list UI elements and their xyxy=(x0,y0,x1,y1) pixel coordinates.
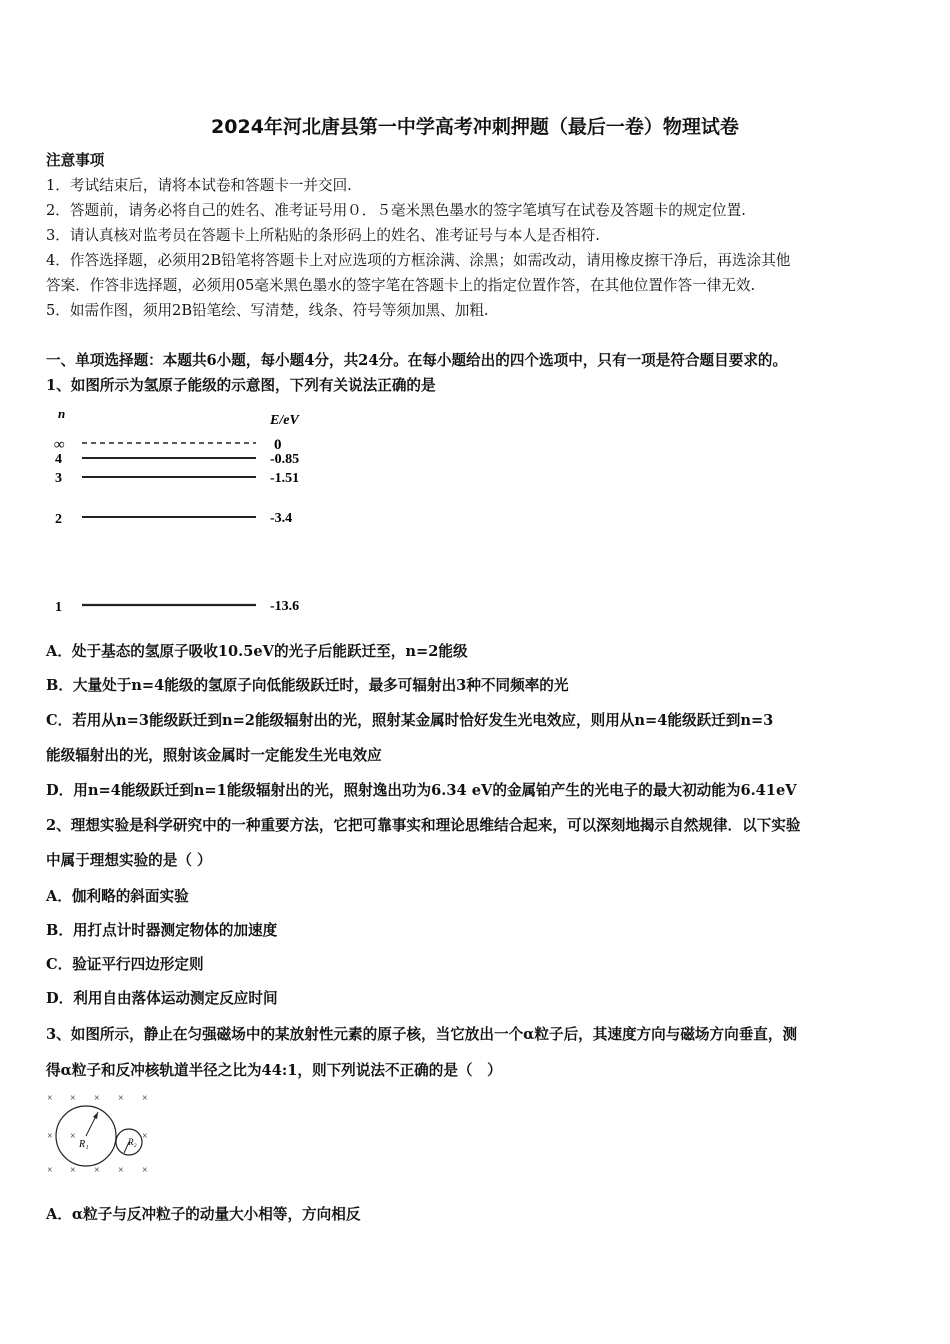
level-e-inf: 0 xyxy=(274,437,282,453)
field-mark: × xyxy=(70,1165,76,1176)
exam-title: 2024年河北唐县第一中学高考冲刺押题（最后一卷）物理试卷 xyxy=(211,116,739,138)
field-mark: × xyxy=(118,1165,124,1176)
label-r1: R₁ xyxy=(79,1139,89,1150)
level-e-4: -0.85 xyxy=(270,452,300,467)
notice-item-4-cont: 答案．作答非选择题，必须用05毫米黑色墨水的签字笔在答题卡上的指定位置作答，在其他位置作答一律无效. xyxy=(46,277,756,294)
level-n-inf: ∞ xyxy=(54,437,65,453)
q1-option-d: D．用n=4能级跃迁到n=1能级辐射出的光，照射逸出功为6.34 eV的金属铂产生的光电子的最大初动能为6.41eV xyxy=(46,782,797,799)
q2-option-c: C．验证平行四边形定则 xyxy=(46,956,204,973)
level-e-1: -13.6 xyxy=(270,599,300,614)
section-heading: 一、单项选择题：本题共6小题，每小题4分，共24分。在每小题给出的四个选项中，只有一项是符合题目要求的。 xyxy=(46,352,788,369)
field-mark: × xyxy=(70,1093,76,1104)
q2-stem-1: 2、理想实验是科学研究中的一种重要方法，它把可靠事实和理论思维结合起来，可以深刻地揭示自然规律．以下实验 xyxy=(46,817,801,834)
field-mark: × xyxy=(47,1131,53,1142)
notice-heading: 注意事项 xyxy=(46,152,105,169)
n-axis-label: n xyxy=(58,406,66,421)
q2-option-d: D．利用自由落体运动测定反应时间 xyxy=(46,990,278,1007)
field-mark: × xyxy=(47,1093,53,1104)
q2-stem-2: 中属于理想实验的是（ ） xyxy=(46,852,212,869)
level-n-3: 3 xyxy=(55,471,62,486)
energy-level-diagram xyxy=(40,402,340,622)
field-mark: × xyxy=(70,1131,76,1142)
notice-item-1: 1．考试结束后，请将本试卷和答题卡一并交回. xyxy=(46,177,352,194)
q2-option-b: B．用打点计时器测定物体的加速度 xyxy=(46,922,278,939)
level-e-3: -1.51 xyxy=(270,471,300,486)
q1-option-a: A．处于基态的氢原子吸收10.5eV的光子后能跃迁至，n=2能级 xyxy=(46,643,468,660)
q2-option-a: A．伽利略的斜面实验 xyxy=(46,888,189,905)
notice-item-5: 5．如需作图，须用2B铅笔绘、写清楚，线条、符号等须加黑、加粗. xyxy=(46,302,489,319)
e-axis-label: E/eV xyxy=(270,413,299,428)
level-n-4: 4 xyxy=(55,452,62,467)
level-n-2: 2 xyxy=(55,512,62,527)
field-mark: × xyxy=(47,1165,53,1176)
magnetic-field-diagram xyxy=(40,1090,165,1180)
field-mark: × xyxy=(94,1093,100,1104)
q3-option-a: A．α粒子与反冲粒子的动量大小相等，方向相反 xyxy=(46,1206,361,1223)
label-r2: R₂ xyxy=(128,1137,137,1147)
field-mark: × xyxy=(142,1131,148,1142)
q3-stem-2: 得α粒子和反冲核轨道半径之比为44:1，则下列说法不正确的是（ ） xyxy=(46,1062,502,1079)
notice-item-4: 4．作答选择题，必须用2B铅笔将答题卡上对应选项的方框涂满、涂黑；如需改动，请用橡皮擦干净后，再选涂其他 xyxy=(46,252,791,269)
level-e-2: -3.4 xyxy=(270,511,293,526)
field-mark: × xyxy=(142,1165,148,1176)
field-mark: × xyxy=(142,1093,148,1104)
level-n-1: 1 xyxy=(55,600,62,615)
q1-option-c-cont: 能级辐射出的光，照射该金属时一定能发生光电效应 xyxy=(46,747,382,764)
notice-item-3: 3．请认真核对监考员在答题卡上所粘贴的条形码上的姓名、准考证号与本人是否相符. xyxy=(46,227,600,244)
notice-item-2: 2．答题前，请务必将自己的姓名、准考证号用０．５毫米黑色墨水的签字笔填写在试卷及答题卡的规定位置. xyxy=(46,202,746,219)
arrow-head xyxy=(93,1112,98,1119)
q1-option-c: C．若用从n=3能级跃迁到n=2能级辐射出的光，照射某金属时恰好发生光电效应，则用从n=4能级跃迁到n=3 xyxy=(46,712,774,729)
q1-option-b: B．大量处于n=4能级的氢原子向低能级跃迁时，最多可辐射出3种不同频率的光 xyxy=(46,677,569,694)
field-mark: × xyxy=(94,1165,100,1176)
field-mark: × xyxy=(118,1093,124,1104)
q1-stem: 1、如图所示为氢原子能级的示意图，下列有关说法正确的是 xyxy=(46,377,436,394)
q3-stem-1: 3、如图所示，静止在匀强磁场中的某放射性元素的原子核，当它放出一个α粒子后，其速度方向与磁场方向垂直，测 xyxy=(46,1026,798,1043)
